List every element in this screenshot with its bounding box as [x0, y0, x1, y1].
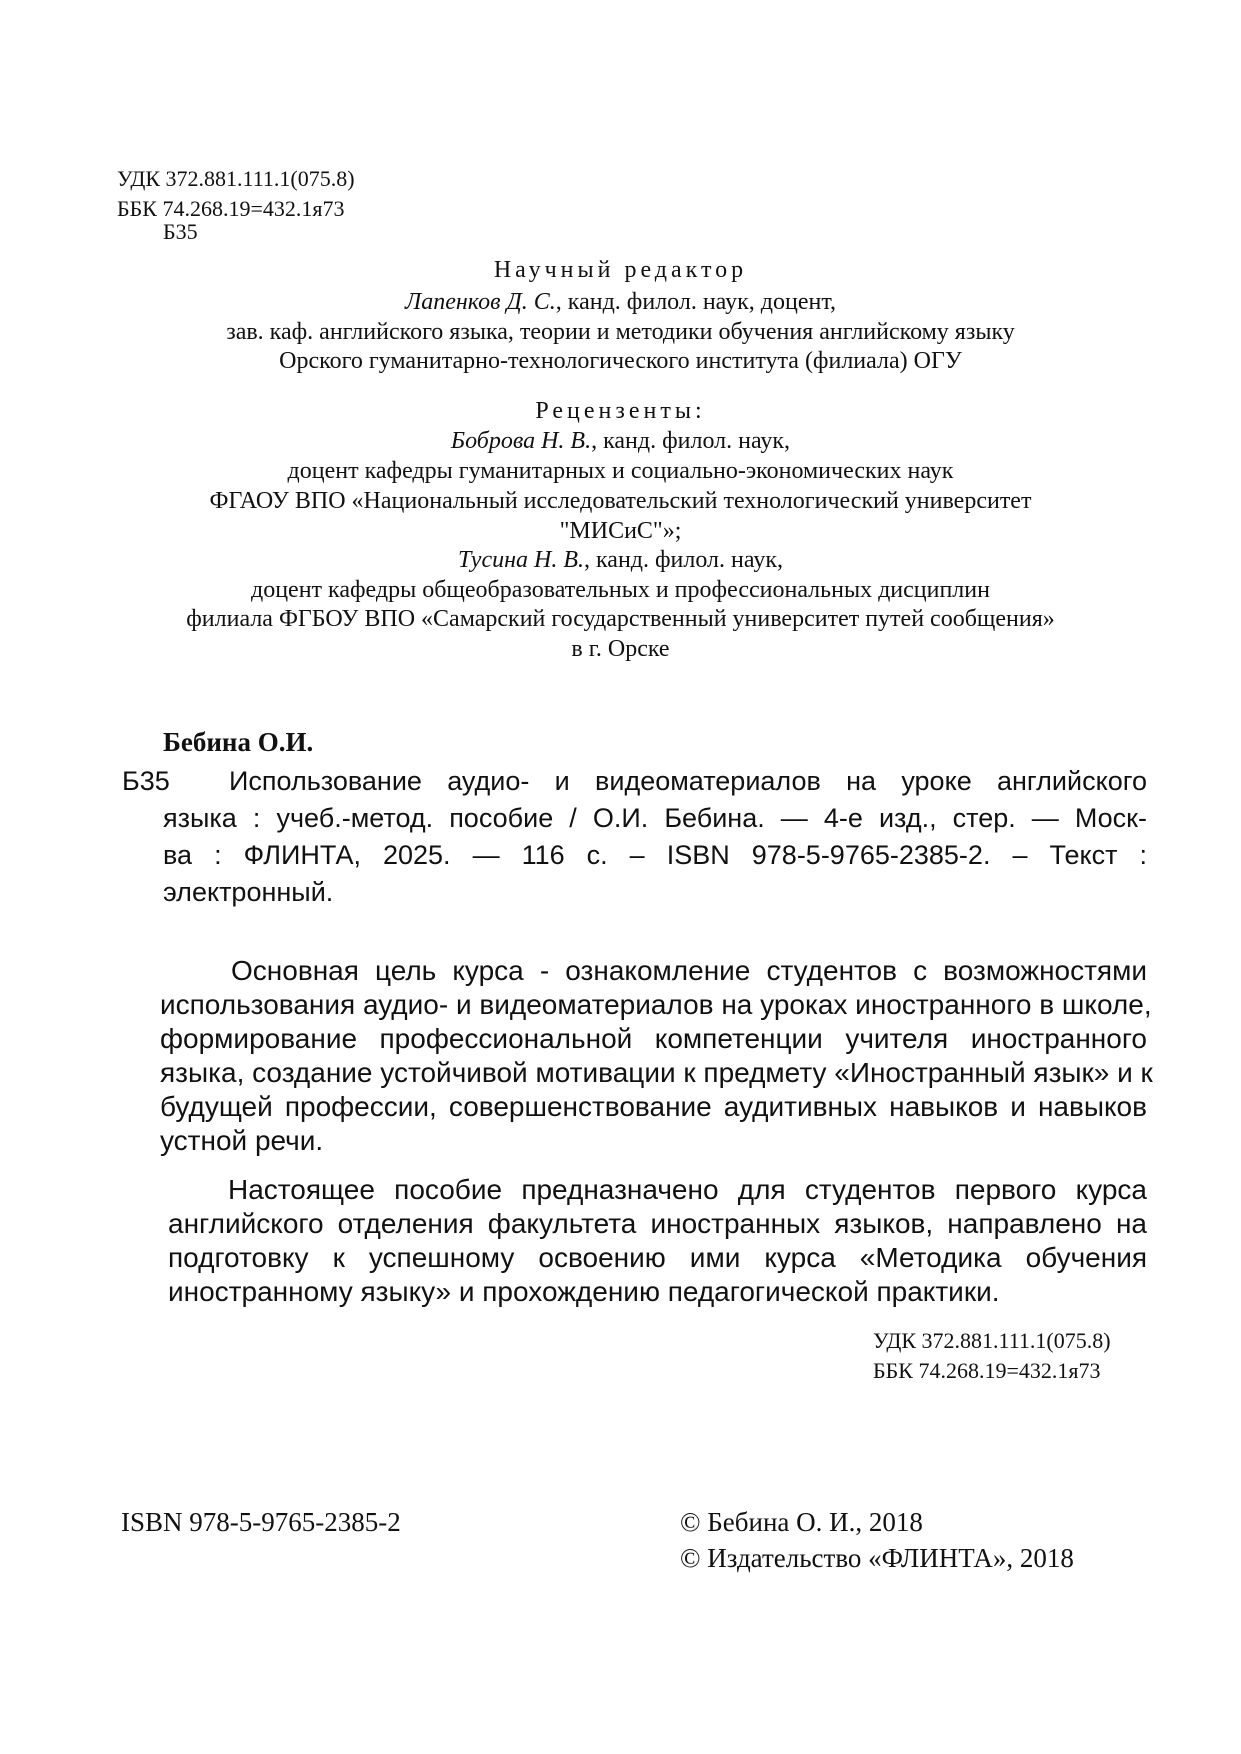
reviewer-1-university-cont: "МИСиС"»;: [559, 518, 682, 544]
record-mark: Б35: [122, 766, 170, 796]
record-line-4: электронный.: [163, 877, 334, 907]
reviewer-1-university: ФГАОУ ВПО «Национальный исследовательский технологический университет: [209, 488, 1032, 514]
abstract-p2-line: английского отделения факультета иностранных языков, направлено на: [168, 1208, 1147, 1239]
abstract-p1-line: устной речи.: [160, 1125, 324, 1156]
copyright-author: © Бебина О. И., 2018: [680, 1507, 923, 1537]
reviewer-2-name-line: [0, 547, 1241, 574]
record-line-1: Использование аудио- и видеоматериалов на уроке английского: [229, 766, 1147, 796]
abstract-p2-line: иностранному языку» и прохождению педагогической практики.: [168, 1276, 1000, 1307]
record-line-2: языка : учеб.-метод. пособие / О.И. Бебина. — 4-е изд., стер. — Моск-: [163, 803, 1147, 833]
abstract-p1-line: Основная цель курса - ознакомление студентов с возможностями: [231, 955, 1147, 986]
editor-name: Лапенков Д. С.: [404, 289, 556, 315]
author-mark: Б35: [163, 219, 198, 244]
reviewer-1-position: доцент кафедры гуманитарных и социально-экономических наук: [287, 458, 954, 484]
editor-position: зав. каф. английского языка, теории и методики обучения английскому языку: [226, 319, 1015, 345]
reviewer-2-credentials: , канд. филол. наук,: [584, 547, 783, 573]
reviewer-1-name-line: [0, 428, 1241, 455]
abstract-p2-line: подготовку к успешному освоению ими курса «Методика обучения: [168, 1242, 1147, 1273]
editor-credentials: , канд. филол. наук, доцент,: [555, 289, 837, 315]
udk-code: УДК 372.881.111.1(075.8): [117, 166, 355, 191]
reviewers-title: Рецензенты:: [535, 398, 706, 424]
reviewer-2-position: доцент кафедры общеобразовательных и профессиональных дисциплин: [251, 577, 990, 603]
bbk-code: ББК 74.268.19=432.1я73: [117, 196, 345, 221]
reviewer-2-name: Тусина Н. В.: [458, 547, 584, 573]
isbn: ISBN 978-5-9765-2385-2: [121, 1507, 401, 1537]
editor-institute: Орского гуманитарно-технологического института (филиала) ОГУ: [279, 348, 962, 374]
record-line-3: ва : ФЛИНТА, 2025. — 116 с. – ISBN 978-5-9765-2385-2. – Текст :: [163, 840, 1147, 870]
record-author: Бебина О.И.: [163, 727, 314, 757]
reviewer-2-city: в г. Орске: [571, 636, 670, 662]
footer-udk-code: УДК 372.881.111.1(075.8): [873, 1328, 1111, 1353]
reviewer-1-credentials: , канд. филол. наук,: [591, 428, 791, 454]
editor-title: Научный редактор: [493, 257, 748, 283]
footer-bbk-code: ББК 74.268.19=432.1я73: [873, 1358, 1101, 1383]
abstract-p2-line: Настоящее пособие предназначено для студентов первого курса: [228, 1174, 1147, 1205]
editor-name-line: [0, 289, 1241, 316]
abstract-p1-line: языка, создание устойчивой мотивации к предмету «Иностранный язык» и к: [160, 1057, 1153, 1088]
reviewer-1-name: Боброва Н. В.: [450, 428, 592, 454]
abstract-p1-line: формирование профессиональной компетенции учителя иностранного: [160, 1023, 1147, 1054]
abstract-p1-line: использования аудио- и видеоматериалов на уроках иностранного в школе,: [160, 989, 1152, 1020]
abstract-p1-line: будущей профессии, совершенствование аудитивных навыков и навыков: [160, 1091, 1147, 1122]
reviewer-2-university: филиала ФГБОУ ВПО «Самарский государственный университет путей сообщения»: [186, 606, 1055, 632]
copyright-publisher: © Издательство «ФЛИНТА», 2018: [680, 1543, 1074, 1573]
